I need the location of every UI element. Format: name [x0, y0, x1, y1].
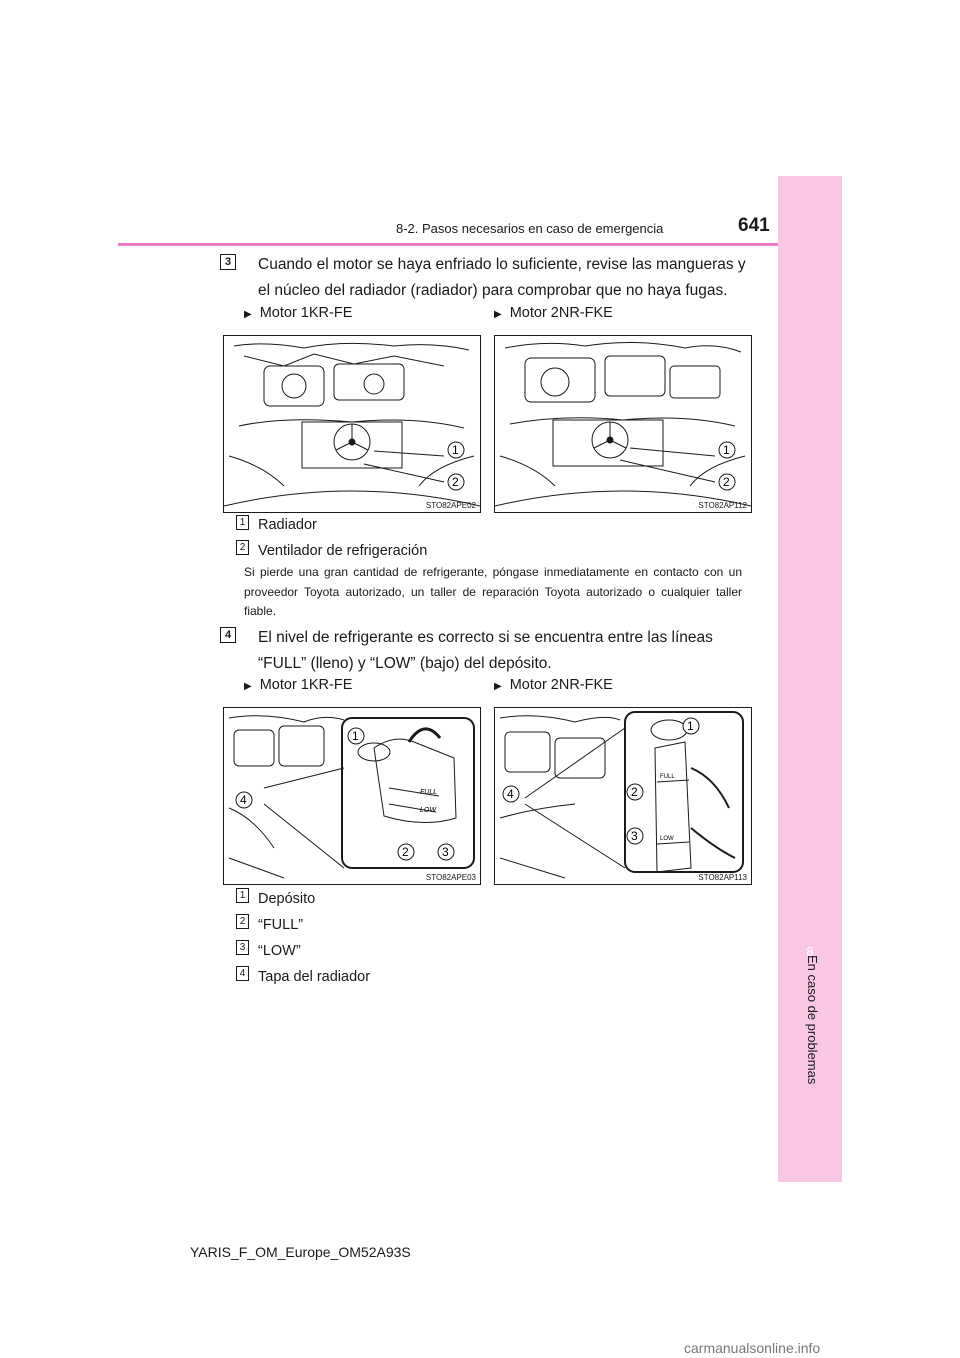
page-number: 641 — [738, 215, 770, 236]
bullet-triangle-icon: ▶ — [244, 309, 252, 320]
bullet-text: Motor 1KR-FE — [259, 677, 353, 693]
callout-1: 1 — [352, 729, 359, 743]
radiator-figure-1kr — [223, 335, 481, 513]
callout-3: 3 — [442, 845, 449, 859]
step-3-right-label — [494, 305, 613, 321]
bullet-triangle-icon: ▶ — [244, 681, 252, 692]
bullet-triangle-icon: ▶ — [494, 309, 502, 320]
step-3-marker: 3 — [220, 254, 236, 270]
watermark: carmanualsonline.info — [684, 1340, 821, 1356]
legend-marker-1: 1 — [236, 515, 249, 530]
legend-text-low: “LOW” — [258, 943, 301, 959]
legend-marker-3: 3 — [236, 940, 249, 955]
tank-low-mark: LOW — [420, 807, 436, 814]
tank-low-mark: LOW — [660, 836, 674, 842]
legend-marker-1: 1 — [236, 888, 249, 903]
engine-radiator-illustration-1kr — [224, 336, 480, 512]
bullet-triangle-icon: ▶ — [494, 681, 502, 692]
step-3-left-label — [244, 305, 352, 321]
callout-2: 2 — [723, 475, 730, 489]
legend-text-reservoir: Depósito — [258, 891, 316, 907]
step-4-left-label — [244, 677, 352, 693]
header-rule — [118, 243, 778, 246]
legend-text-full: “FULL” — [258, 917, 304, 933]
callout-2: 2 — [452, 475, 459, 489]
step-4-marker: 4 — [220, 627, 236, 643]
coolant-reservoir-illustration-1kr — [224, 708, 480, 884]
reservoir-figure-1kr — [223, 707, 481, 885]
callout-2: 2 — [631, 785, 638, 799]
legend-text-radiator: Radiador — [258, 517, 317, 533]
legend-text-fan: Ventilador de refrigeración — [258, 543, 428, 559]
callout-4: 4 — [507, 787, 514, 801]
coolant-reservoir-illustration-2nr — [495, 708, 751, 884]
figure-code: STO82AP113 — [698, 873, 747, 882]
legend-marker-4: 4 — [236, 966, 249, 981]
legend-text-cap: Tapa del radiador — [258, 969, 371, 985]
step-4-right-label — [494, 677, 613, 693]
figure-code: STO82APE03 — [425, 873, 476, 882]
callout-1: 1 — [452, 443, 459, 457]
tank-full-mark: FULL — [420, 789, 438, 796]
legend-marker-2: 2 — [236, 914, 249, 929]
step-4-text: El nivel de refrigerante es correcto si se encuentra entre las líneas “FULL” (lleno) y “LOW” (bajo) del depósito. — [258, 629, 713, 672]
tank-full-mark: FULL — [660, 774, 675, 780]
callout-1: 1 — [687, 719, 694, 733]
document-code-footer: YARIS_F_OM_Europe_OM52A93S — [190, 1244, 411, 1260]
engine-radiator-illustration-2nr — [495, 336, 751, 512]
bullet-text: Motor 2NR-FKE — [509, 677, 613, 693]
legend-marker-2: 2 — [236, 540, 249, 555]
radiator-figure-2nr — [494, 335, 752, 513]
callout-3: 3 — [631, 829, 638, 843]
chapter-number: 8 — [806, 944, 814, 959]
callout-2: 2 — [402, 845, 409, 859]
step-3-text: Cuando el motor se haya enfriado lo suficiente, revise las mangueras y el núcleo del radiador (radiador) para comprobar que no haya fugas. — [258, 256, 746, 299]
section-title: 8-2. Pasos necesarios en caso de emergencia — [396, 221, 664, 236]
figure-code: STO82AP112 — [698, 501, 747, 510]
reservoir-figure-2nr — [494, 707, 752, 885]
figure-code: STO82APE02 — [425, 501, 476, 510]
callout-4: 4 — [240, 793, 247, 807]
bullet-text: Motor 1KR-FE — [259, 305, 353, 321]
callout-1: 1 — [723, 443, 730, 457]
step-3-note: Si pierde una gran cantidad de refrigerante, póngase inmediatamente en contacto con un proveedor Toyota autorizado, un taller de reparación Toyota autorizado o cualquier taller fiable. — [244, 565, 742, 618]
chapter-title: En caso de problemas — [805, 955, 820, 1085]
bullet-text: Motor 2NR-FKE — [509, 305, 613, 321]
